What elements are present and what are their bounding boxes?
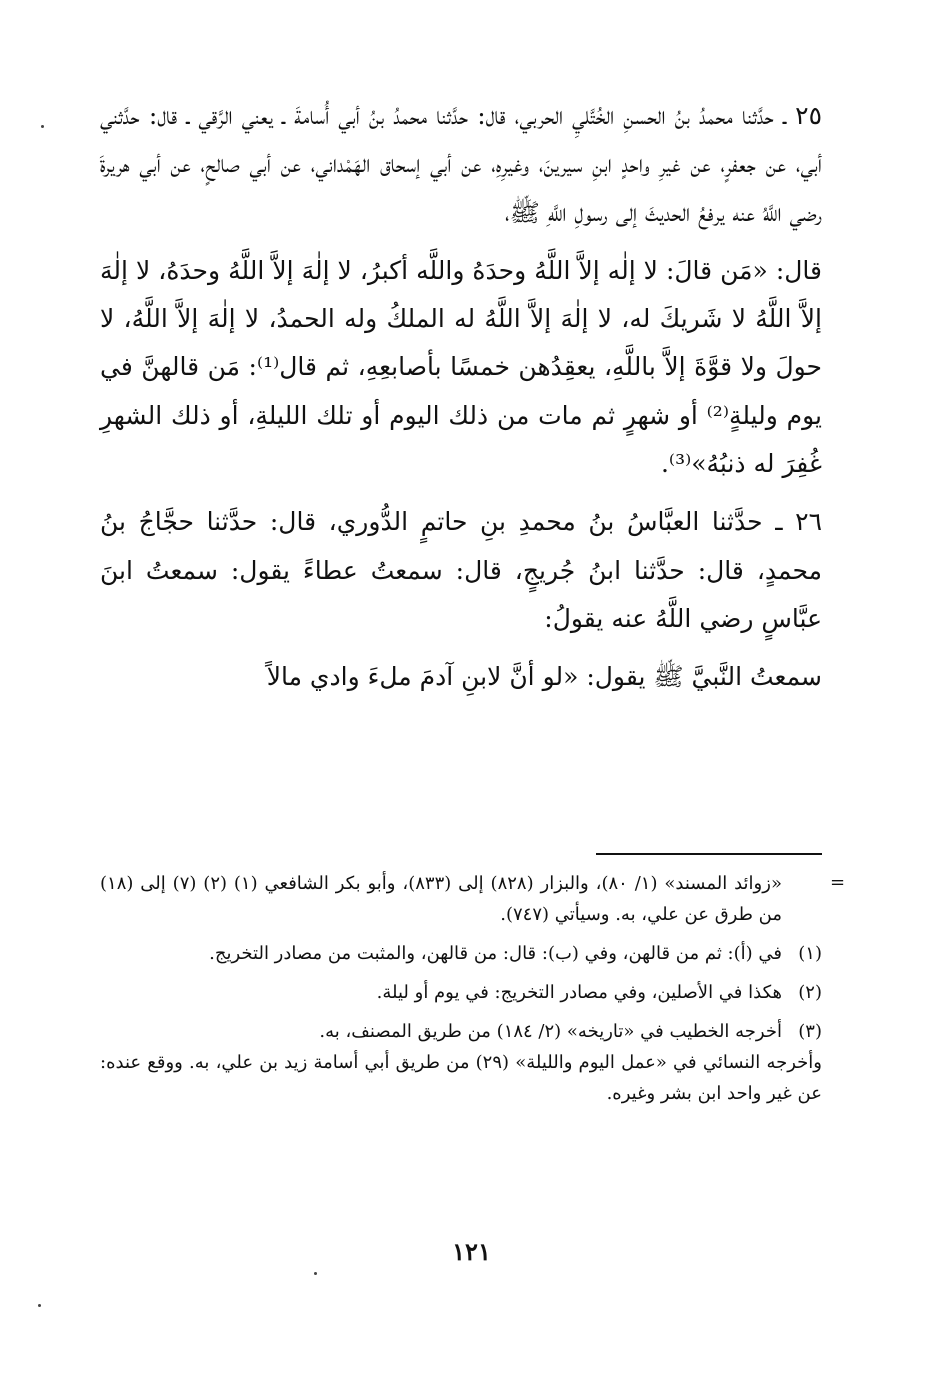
hadith-25-chain: ٢٥ ـ حدَّثنا محمدُ بنُ الحسنِ الخُتَّليِ الحربي، قال: حدَّثنا محمدُ بنُ أبي أُسامةَ ـ يعني الرَّقي ـ قال: حدَّثني أبي، عن جعفرٍ، عن غيرِ واحدٍ ابنِ سيرينَ، وغيرِهِ، عن أبي إسحاق الهَمْداني، عن أبي صالحٍ، عن أبي هريرةَ رضي اللَّهُ عنه يرفعُ الحديثَ إلى رسولِ اللَّهِ ﷺ، [100, 101, 822, 227]
hadith-25-text: قال: «مَن قالَ: لا إلٰه إلاَّ اللَّهُ وحدَهُ واللَّه أكبرُ، لا إلٰهَ إلاَّ اللَّهُ وحدَهُ، لا إلٰهَ إلاَّ اللَّهُ لا شَريكَ له، لا إلٰهَ إلاَّ اللَّهُ له الملكُ وله الحمدُ، لا إلٰهَ إلاَّ اللَّهُ، لا حولَ ولا قوَّةَ إلاَّ باللَّهِ، يعقِدُهن خمسًا بأصابعِهِ، ثم قال⁽¹⁾: مَن قالهنَّ في يوم وليلةٍ⁽²⁾ أو شهرٍ ثم مات من ذلك اليوم أو تلك الليلةِ، أو ذلك الشهرِ غُفِرَ له ذنبُهُ»⁽³⁾. [100, 255, 823, 479]
scan-speck [38, 1304, 41, 1307]
footnote-number: (٢) [798, 982, 822, 1003]
footnote-1 [100, 938, 822, 969]
footnotes [100, 868, 822, 1109]
scan-speck [41, 125, 44, 128]
footnote-number: (٣) [798, 1021, 822, 1042]
footnote-text: هكذا في الأصلين، وفي مصادر التخريج: في يوم أو ليلة. [376, 982, 782, 1003]
page-number: ١٢١ [452, 1237, 491, 1266]
footnote-separator [596, 853, 822, 855]
footnote-continuation: «زوائد المسند» (١/ ٨٠)، والبزار (٨٢٨) إلى (٨٣٣)، وأبو بكر الشافعي (١) (٢) (٧) إلى (١٨) من طرق عن علي، به. وسيأتي (٧٤٧). [100, 873, 782, 925]
scan-speck [314, 1272, 317, 1275]
hadith-26-chain: ٢٦ ـ حدَّثنا العبَّاسُ بنُ محمدِ بنِ حاتمٍ الدُّوري، قال: حدَّثنا حجَّاجُ بنُ محمدٍ، قال: حدَّثنا ابنُ جُريجٍ، قال: سمعتُ عطاءً يقول: سمعتُ ابنَ عبَّاسٍ رضي اللَّهُ عنه يقولُ: [100, 507, 822, 633]
footnote-3 [100, 1016, 822, 1047]
footnote-text: في (أ): ثم من قالهن، وفي (ب): قال: من قالهن، والمثبت من مصادر التخريج. [209, 943, 782, 964]
footnote-number: (١) [798, 943, 822, 964]
main-text [100, 92, 822, 702]
footnote-2 [100, 977, 822, 1008]
continuation-marker: = [830, 872, 846, 893]
hadith-26-text: سمعتُ النَّبيَّ ﷺ يقول: «لو أنَّ لابنِ آدمَ ملءَ وادي مالاً [266, 662, 822, 692]
footnote-3-extra: وأخرجه النسائي في «عمل اليوم والليلة» (٢٩) من طريق أبي أسامة زيد بن علي، به. ووقع عنده: عن غير واحد ابن بشر وغيره. [100, 1052, 822, 1104]
footnote-text: أخرجه الخطيب في «تاريخه» (٢/ ١٨٤) من طريق المصنف، به. [319, 1021, 782, 1042]
